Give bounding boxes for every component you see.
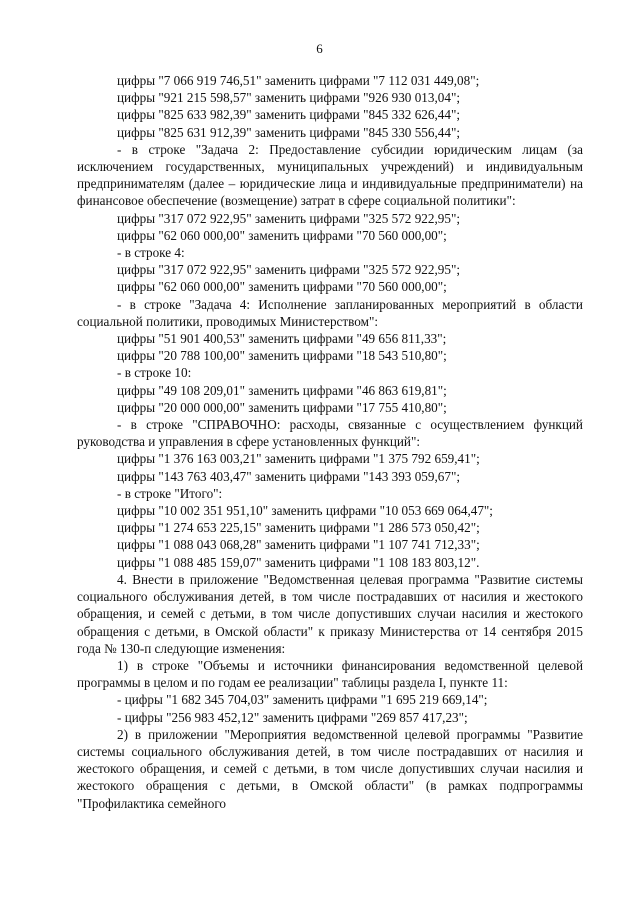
text-line: цифры "20 788 100,00" заменить цифрами "18 543 510,80"; — [117, 348, 447, 364]
text-line: цифры "317 072 922,95" заменить цифрами "325 572 922,95"; — [117, 210, 461, 226]
text-line: цифры "317 072 922,95" заменить цифрами "325 572 922,95"; — [117, 262, 461, 278]
paragraph-task-2: - в строке "Задача 2: Предоставление субсидии юридическим лицам (за исключением государственных, муниципальных учреждений) и индивидуальным предпринимателям (далее – юридические лица и индивидуальные предприниматели) на финансовое обеспечение (возмещение) затрат в сфере социальной политики": — [77, 141, 583, 209]
text-line: цифры "7 066 919 746,51" заменить цифрами "7 112 031 449,08"; — [117, 73, 480, 88]
text-line: - в строке "Итого": — [117, 485, 223, 501]
text-line: - в строке 10: — [117, 365, 192, 381]
text-line: цифры "62 060 000,00" заменить цифрами "70 560 000,00"; — [117, 227, 447, 243]
text-line: цифры "1 376 163 003,21" заменить цифрами "1 375 792 659,41"; — [117, 451, 480, 467]
text-line: цифры "49 108 209,01" заменить цифрами "46 863 619,81"; — [117, 382, 447, 398]
text-line: цифры "1 088 043 068,28" заменить цифрами "1 107 741 712,33"; — [117, 537, 480, 553]
text-line: цифры "20 000 000,00" заменить цифрами "17 755 410,80"; — [117, 399, 447, 415]
paragraph-item-4: 4. Внести в приложение "Ведомственная целевая программа "Развитие системы социального обслуживания детей, в том числе пострадавших от насилия и жестокого обращения, и семей с детьми, в том числе допустивших случаи насилия и жестокого обращения с детьми, в Омской области" к приказу Министерства от 14 сентября 2015 года № 130-п следующие изменения: — [77, 571, 583, 656]
text-line: цифры "143 763 403,47" заменить цифрами "143 393 059,67"; — [117, 468, 461, 484]
document-body — [77, 72, 583, 812]
text-line: цифры "62 060 000,00" заменить цифрами "70 560 000,00"; — [117, 279, 447, 295]
paragraph-reference: - в строке "СПРАВОЧНО: расходы, связанные с осуществлением функций руководства и управления в сфере установленных функций": — [77, 417, 583, 450]
paragraph-subitem-1: 1) в строке "Объемы и источники финансирования ведомственной целевой программы в целом и по годам ее реализации" таблицы раздела I, пункте 11: — [77, 657, 583, 691]
text-line: цифры "825 633 982,39" заменить цифрами "845 332 626,44"; — [117, 107, 461, 123]
text-line: цифры "51 901 400,53" заменить цифрами "49 656 811,33"; — [117, 331, 447, 347]
paragraph-subitem-2: 2) в приложении "Мероприятия ведомственной целевой программы "Развитие системы социального обслуживания детей, в том числе пострадавших от насилия и жестокого обращения, и семей с детьми, в том числе допустивших случаи насилия и жестокого обращения с детьми, в Омской области" (в рамках подпрограммы "Профилактика семейного — [77, 726, 583, 811]
paragraph-task-4: - в строке "Задача 4: Исполнение запланированных мероприятий в области социальной политики, проводимых Министерством": — [77, 296, 583, 329]
text-line: - цифры "1 682 345 704,03" заменить цифрами "1 695 219 669,14"; — [117, 692, 488, 708]
page-number: 6 — [316, 41, 323, 56]
text-line: цифры "921 215 598,57" заменить цифрами "926 930 013,04"; — [117, 90, 461, 106]
text-line: цифры "825 631 912,39" заменить цифрами "845 330 556,44"; — [117, 124, 461, 140]
text-line: цифры "10 002 351 951,10" заменить цифрами "10 053 669 064,47"; — [117, 503, 493, 519]
text-line: цифры "1 274 653 225,15" заменить цифрами "1 286 573 050,42"; — [117, 520, 480, 536]
text-line: - в строке 4: — [117, 245, 185, 261]
text-line: - цифры "256 983 452,12" заменить цифрами "269 857 417,23"; — [117, 709, 468, 725]
text-line: цифры "1 088 485 159,07" заменить цифрами "1 108 183 803,12". — [117, 554, 480, 570]
